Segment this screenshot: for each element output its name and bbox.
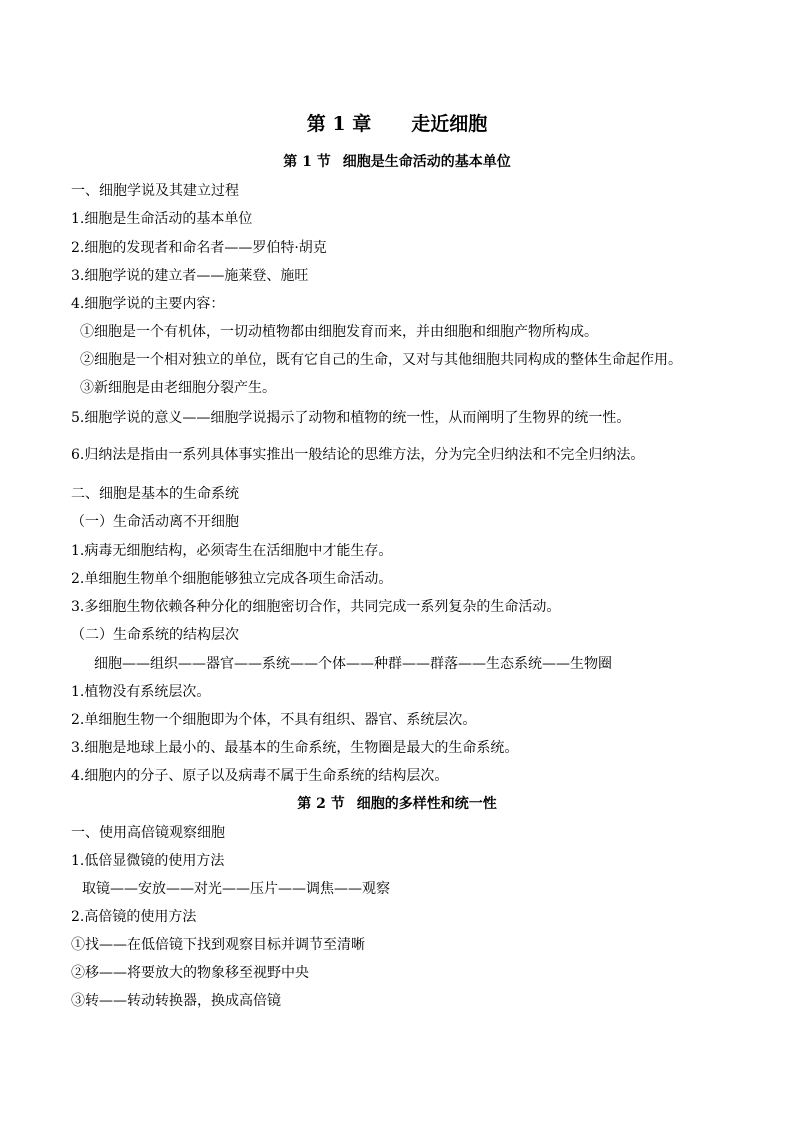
list-item: 3.细胞是地球上最小的、最基本的生命系统，生物圈是最大的生命系统。 [71, 740, 519, 756]
list-item: 4.细胞学说的主要内容： [71, 296, 225, 312]
list-item: 2.细胞的发现者和命名者——罗伯特·胡克 [71, 240, 327, 256]
section-2-title [0, 794, 794, 814]
section-2-number: 第 2 节 [297, 796, 345, 812]
section-1-title [0, 152, 794, 172]
list-item: 3.多细胞生物依赖各种分化的细胞密切合作，共同完成一系列复杂的生命活动。 [71, 599, 561, 615]
list-subitem: ③新细胞是由老细胞分裂产生。 [80, 380, 276, 396]
list-subitem: ②移——将要放大的物象移至视野中央 [71, 965, 309, 981]
list-subitem: ①细胞是一个有机体，一切动植物都由细胞发育而来，并由细胞和细胞产物所构成。 [80, 324, 598, 340]
section-1-name: 细胞是生命活动的基本单位 [342, 154, 511, 170]
list-item: 3.细胞学说的建立者——施莱登、施旺 [71, 268, 309, 284]
heading-cell-theory: 一、细胞学说及其建立过程 [71, 183, 239, 199]
list-item: 1.病毒无细胞结构，必须寄生在活细胞中才能生存。 [71, 543, 393, 559]
list-subitem: ②细胞是一个相对独立的单位，既有它自己的生命，又对与其他细胞共同构成的整体生命起作用。 [80, 352, 682, 368]
low-power-steps: 取镜——安放——对光——压片——调焦——观察 [82, 881, 390, 897]
list-item: 6.归纳法是指由一系列具体事实推出一般结论的思维方法，分为完全归纳法和不完全归纳法。 [71, 447, 645, 463]
list-item: 5.细胞学说的意义——细胞学说揭示了动物和植物的统一性，从而阐明了生物界的统一性。 [71, 410, 631, 426]
section-2-name: 细胞的多样性和统一性 [356, 796, 497, 812]
subheading-structure-levels: （二）生命系统的结构层次 [71, 627, 239, 643]
heading-life-system: 二、细胞是基本的生命系统 [71, 486, 239, 502]
chapter-title [0, 112, 794, 136]
list-item: 1.植物没有系统层次。 [71, 684, 211, 700]
list-subitem: ①找——在低倍镜下找到观察目标并调节至清晰 [71, 937, 365, 953]
list-item: 1.细胞是生命活动的基本单位 [71, 211, 253, 227]
list-subitem: ③转——转动转换器，换成高倍镜 [71, 993, 281, 1009]
chapter-name: 走近细胞 [411, 113, 488, 135]
section-1-number: 第 1 节 [283, 154, 331, 170]
list-item: 2.单细胞生物一个细胞即为个体，不具有组织、器官、系统层次。 [71, 712, 477, 728]
chapter-number: 第 1 章 [306, 113, 372, 135]
list-item: 2.单细胞生物单个细胞能够独立完成各项生命活动。 [71, 571, 393, 587]
hierarchy-line: 细胞——组织——器官——系统——个体——种群——群落——生态系统——生物圈 [94, 656, 612, 672]
list-item: 1.低倍显微镜的使用方法 [71, 853, 225, 869]
subheading-life-activity: （一）生命活动离不开细胞 [71, 514, 239, 530]
heading-microscope: 一、使用高倍镜观察细胞 [71, 825, 225, 841]
list-item: 2.高倍镜的使用方法 [71, 909, 197, 925]
list-item: 4.细胞内的分子、原子以及病毒不属于生命系统的结构层次。 [71, 768, 449, 784]
